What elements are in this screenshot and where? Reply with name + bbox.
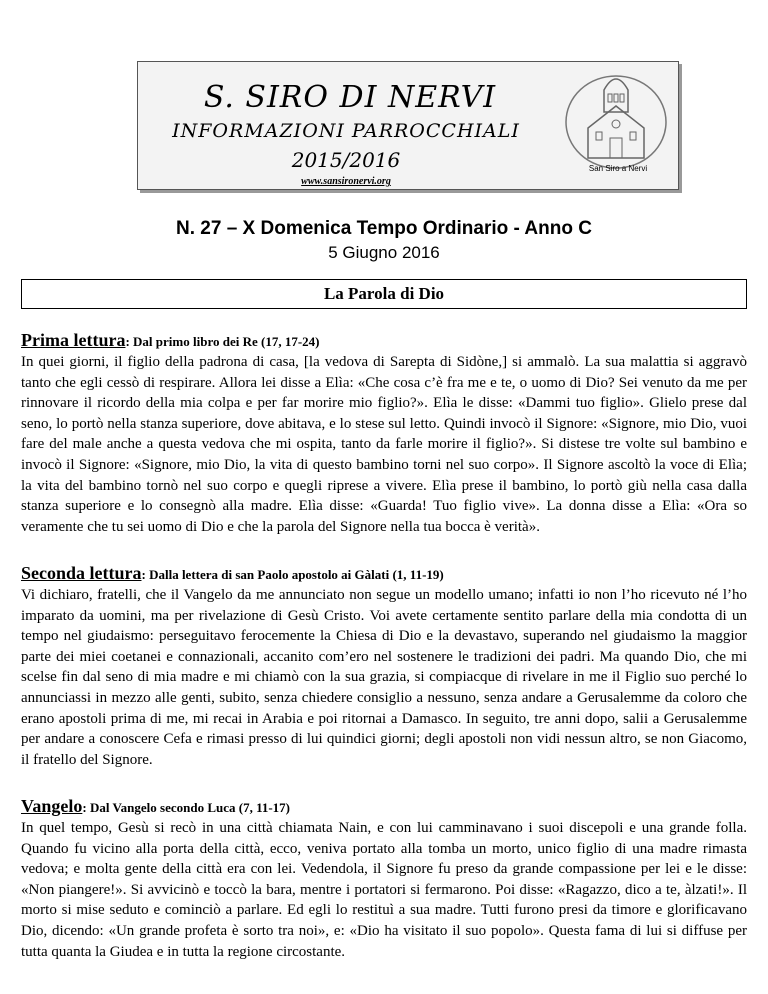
reading-label: Seconda lettura [21, 563, 142, 583]
website-link[interactable]: www.sansironervi.org [301, 176, 391, 187]
section-header [21, 279, 747, 309]
reading-source: : Dalla lettera di san Paolo apostolo ai Gàlati (1, 11-19) [141, 567, 444, 582]
first-reading [21, 330, 747, 537]
second-reading [21, 563, 747, 770]
reading-label: Prima lettura [21, 330, 126, 350]
reading-source: : Dal primo libro dei Re (17, 17-24) [125, 334, 320, 349]
reading-label: Vangelo [21, 796, 83, 816]
reading-heading [21, 330, 747, 352]
reading-text: Vi dichiaro, fratelli, che il Vangelo da me annunciato non segue un modello umano; infatti io non l’ho ricevuto né l’ho imparato da uomini, ma per rivelazione di Gesù Cristo. Voi avete certamente sentito parlare della mia condotta di un tempo nel giudaismo: perseguitavo ferocemente la Chiesa di Dio e la devastavo, superando nel giudaismo la maggior parte dei miei coetanei e connazionali, accanito com’ero nel sostenere le tradizioni dei padri. Ma quando Dio, che mi scelse fin dal seno di mia madre e mi chiamò con la sua grazia, si compiacque di rivelare in me il Figlio suo perché lo annunciassi in mezzo alle genti, subito, senza chiedere consiglio a nessuno, senza andare a Gerusalemme da coloro che erano apostoli prima di me, mi recai in Arabia e poi ritornai a Damasco. In seguito, tre anni dopo, salii a Gerusalemme per andare a conoscere Cefa e rimasi presso di lui quindici giorni; degli apostoli non vidi nessun altro, se non Giacomo, il fratello del Signore. [21, 587, 747, 768]
newsletter-subtitle: INFORMAZIONI PARROCCHIALI [172, 120, 520, 142]
issue-date: 5 Giugno 2016 [328, 243, 440, 262]
reading-heading [21, 563, 747, 585]
reading-text: In quei giorni, il figlio della padrona di casa, [la vedova di Sarepta di Sidòne,] si ammalò. La sua malattia si aggravò tanto che egli cessò di respirare. Allora lei disse a Elìa: «Che cosa c’è fra me e te, o uomo di Dio? Sei venuto da me per rinnovare il ricordo della mia colpa e per far morire mio figlio?». Elìa le disse: «Dammi tuo figlio». Glielo prese dal seno, lo portò nella stanza superiore, dove abitava, e lo stese sul letto. Quindi invocò il Signore: «Signore, mio Dio, vuoi fare del male anche a questa vedova che mi ospita, tanto da farle morire il figlio?». Si distese tre volte sul bambino e invocò il Signore: «Signore, mio Dio, la vita di questo bambino torni nel suo corpo». Il Signore ascoltò la voce di Elìa; la vita del bambino tornò nel suo corpo e quegli riprese a vivere. Elìa prese il bambino, lo portò giù nella casa dalla stanza superiore e lo consegnò alla madre. Elìa disse: «Guarda! Tuo figlio vive». La donna disse a Elìa: «Ora so veramente che tu sei uomo di Dio e che la parola del Signore nella tua bocca è verità». [21, 354, 747, 535]
reading-heading [21, 796, 747, 818]
year-label: 2015/2016 [291, 148, 401, 172]
issue-title: N. 27 – X Domenica Tempo Ordinario - Anno C [176, 218, 592, 239]
reading-text: In quel tempo, Gesù si recò in una città chiamata Nain, e con lui camminavano i suoi discepoli e una grande folla. Quando fu vicino alla porta della città, ecco, veniva portato alla tomba un morto, unico figlio di una madre rimasta vedova; e molta gente della città era con lei. Vedendola, il Signore fu preso da grande compassione per lei e le disse: «Non piangere!». Si avvicinò e toccò la bara, mentre i portatori si fermarono. Poi disse: «Ragazzo, dico a te, àlzati!». Il morto si mise seduto e cominciò a parlare. Ed egli lo restituì a sua madre. Tutti furono presi da timore e glorificavano Dio, dicendo: «Un grande profeta è sorto tra noi», e: «Dio ha visitato il suo popolo». Questa fama di lui si diffuse per tutta quanta la Giudea e in tutta la regione circostante. [21, 820, 747, 960]
reading-source: : Dal Vangelo secondo Luca (7, 11-17) [82, 800, 291, 815]
gospel-reading [21, 796, 747, 962]
logo-caption: San Siro a Nervi [588, 164, 648, 173]
parish-title: S. SIRO DI NERVI [203, 80, 497, 115]
section-title: La Parola di Dio [323, 284, 445, 303]
